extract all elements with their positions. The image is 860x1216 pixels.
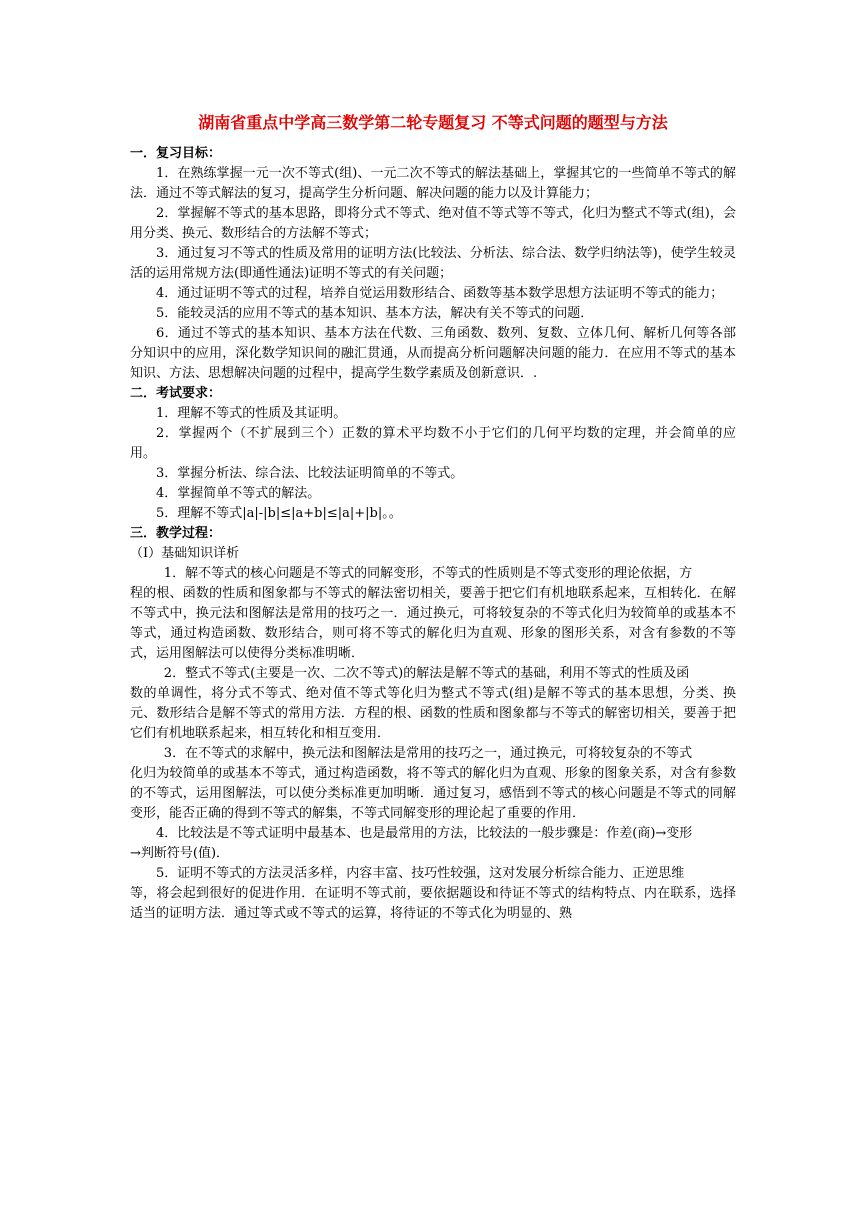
knowledge-para-3-lead: 3．在不等式的求解中，换元法和图解法是常用的技巧之一，通过换元，可将较复杂的不等式 <box>163 746 693 761</box>
requirement-item-2: 2．掌握两个（不扩展到三个）正数的算术平均数不小于它们的几何平均数的定理，并会简单的应用。 <box>130 426 736 461</box>
requirement-item-5: 5．理解不等式|a|-|b|≤|a+b|≤|a|+|b|。。 <box>156 506 402 521</box>
knowledge-para-5-body: 等，将会起到很好的促进作用．在证明不等式前，要依据题设和待证不等式的结构特点、内在联系，选择适当的证明方法．通过等式或不等式的运算，将待证的不等式化为明显的、熟 <box>130 886 736 921</box>
goal-item-3: 3．通过复习不等式的性质及常用的证明方法(比较法、分析法、综合法、数学归纳法等)，使学生较灵活的运用常规方法(即通性通法)证明不等式的有关问题； <box>130 246 736 281</box>
knowledge-para-4-lead: 4．比较法是不等式证明中最基本、也是最常用的方法，比较法的一般步骤是：作差(商)→变形 <box>156 826 693 841</box>
goal-item-1: 1．在熟练掌握一元一次不等式(组)、一元二次不等式的解法基础上，掌握其它的一些简单不等式的解法．通过不等式解法的复习，提高学生分析问题、解决问题的能力以及计算能力； <box>130 166 736 201</box>
knowledge-para-3-body: 化归为较简单的或基本不等式，通过构造函数，将不等式的解化归为直观、形象的图象关系，对含有参数的不等式，运用图解法，可以使分类标准更加明晰．通过复习，感悟到不等式的核心问题是不等式的同解变形，能否正确的得到不等式的解集，不等式同解变形的理论起了重要的作用． <box>130 766 736 821</box>
goal-item-6: 6．通过不等式的基本知识、基本方法在代数、三角函数、数列、复数、立体几何、解析几何等各部分知识中的应用，深化数学知识间的融汇贯通，从而提高分析问题解决问题的能力．在应用不等式的基本知识、方法、思想解决问题的过程中，提高学生数学素质及创新意识．. <box>130 326 736 381</box>
knowledge-para-2-lead: 2．整式不等式(主要是一次、二次不等式)的解法是解不等式的基础，利用不等式的性质及函 <box>163 666 690 681</box>
goal-item-2: 2．掌握解不等式的基本思路，即将分式不等式、绝对值不等式等不等式，化归为整式不等式(组)，会用分类、换元、数形结合的方法解不等式； <box>130 206 736 241</box>
section-heading-teaching-process: 三．教学过程： <box>130 526 222 541</box>
section-heading-review-goals: 一．复习目标： <box>130 146 222 161</box>
knowledge-para-5-lead: 5．证明不等式的方法灵活多样，内容丰富、技巧性较强，这对发展分析综合能力、正逆思维 <box>156 866 685 881</box>
requirement-item-1: 1．理解不等式的性质及其证明。 <box>156 406 347 421</box>
subsection-heading-basic-knowledge: （Ⅰ）基础知识详析 <box>130 546 240 561</box>
requirement-item-4: 4．掌握简单不等式的解法。 <box>156 486 321 501</box>
knowledge-para-4-body: →判断符号(值)． <box>130 846 230 861</box>
requirement-item-3: 3．掌握分析法、综合法、比较法证明简单的不等式。 <box>156 466 464 481</box>
knowledge-para-1-lead: 1．解不等式的核心问题是不等式的同解变形，不等式的性质则是不等式变形的理论依据，方 <box>163 566 693 581</box>
knowledge-para-2-body: 数的单调性，将分式不等式、绝对值不等式等化归为整式不等式(组)是解不等式的基本思想，分类、换元、数形结合是解不等式的常用方法．方程的根、函数的性质和图象都与不等式的解密切相关，要善于把它们有机地联系起来，相互转化和相互变用． <box>130 686 736 741</box>
knowledge-para-1-body: 程的根、函数的性质和图象都与不等式的解法密切相关，要善于把它们有机地联系起来，互相转化．在解不等式中，换元法和图解法是常用的技巧之一．通过换元，可将较复杂的不等式化归为较简单的或基本不等式，通过构造函数、数形结合，则可将不等式的解化归为直观、形象的图形关系，对含有参数的不等式，运用图解法可以使得分类标准明晰． <box>130 586 736 661</box>
document-page <box>130 112 736 924</box>
document-title: 湖南省重点中学高三数学第二轮专题复习 不等式问题的题型与方法 <box>198 113 668 132</box>
section-heading-exam-requirements: 二．考试要求： <box>130 386 222 401</box>
goal-item-4: 4．通过证明不等式的过程，培养自觉运用数形结合、函数等基本数学思想方法证明不等式的能力； <box>156 286 724 301</box>
goal-item-5: 5．能较灵活的应用不等式的基本知识、基本方法，解决有关不等式的问题． <box>156 306 594 321</box>
